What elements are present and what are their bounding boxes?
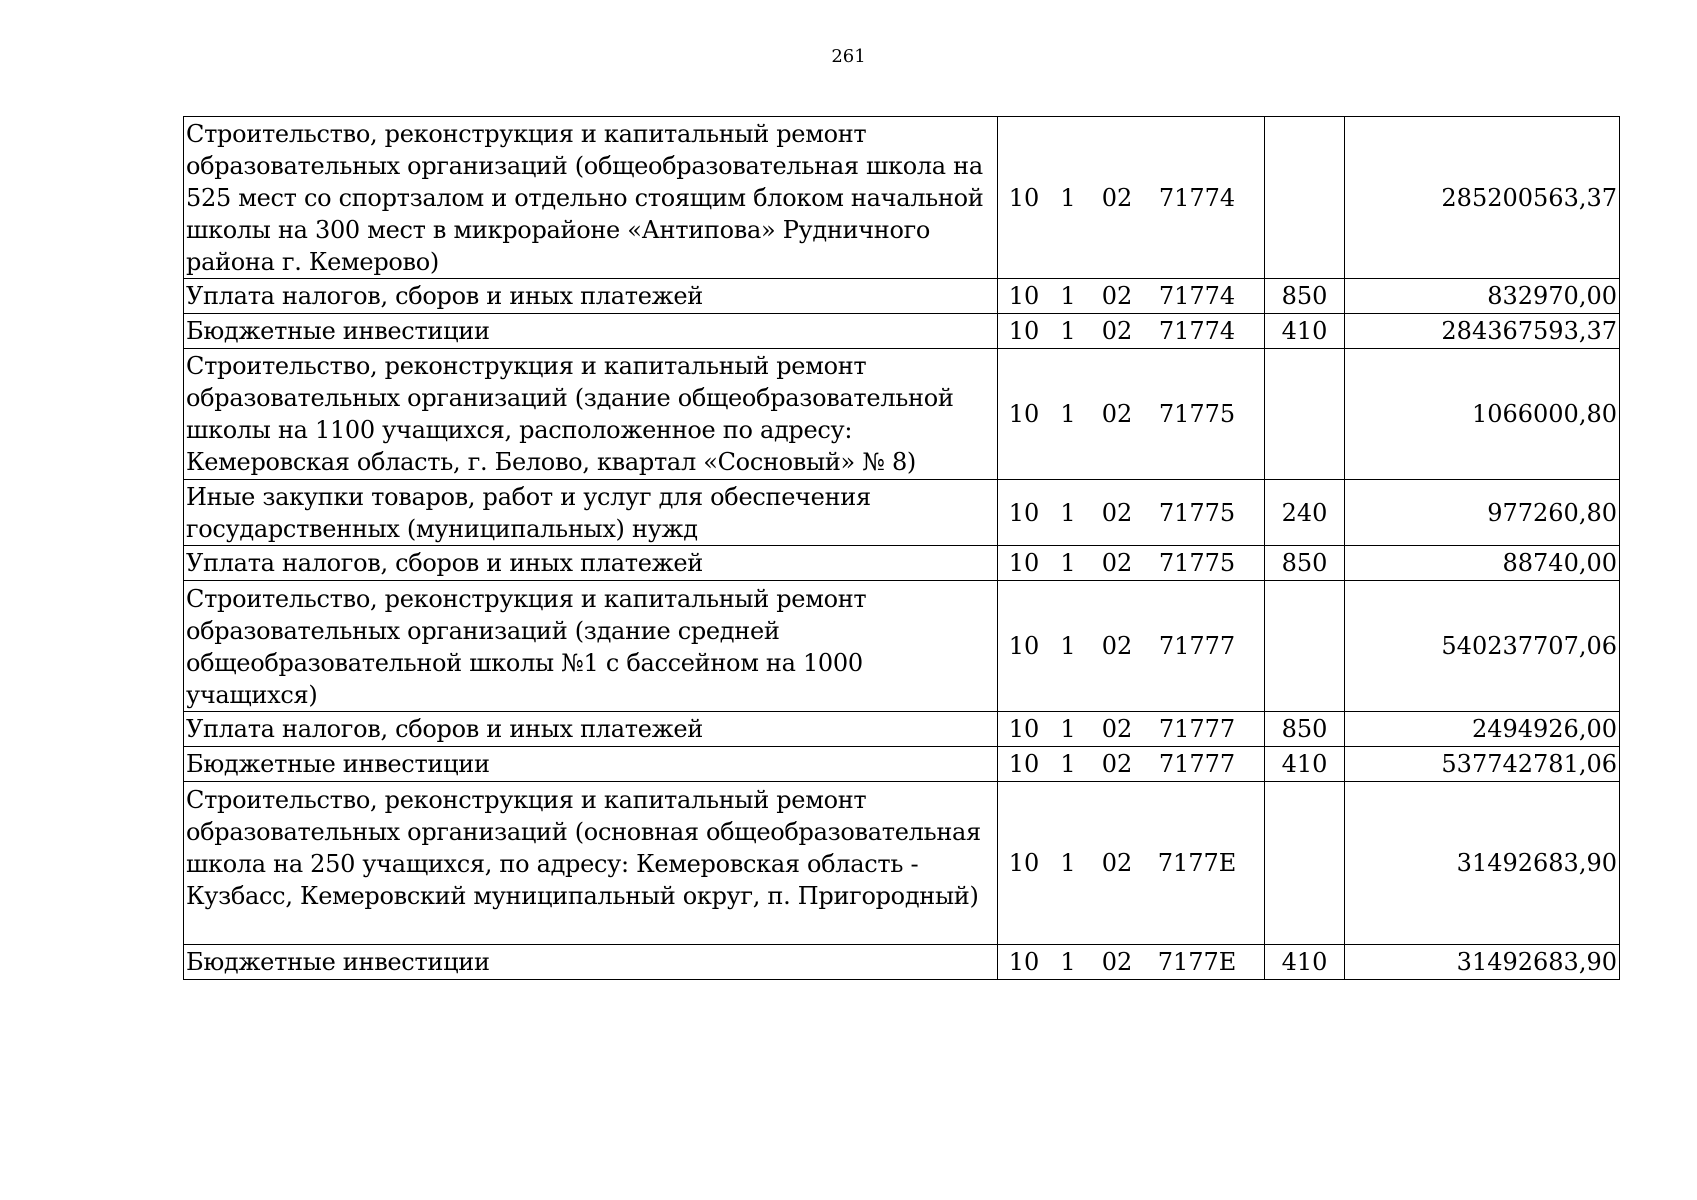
- code-program: 1: [1060, 632, 1076, 660]
- code-program: 1: [1060, 849, 1076, 877]
- code-section: 10: [1008, 849, 1040, 877]
- code-section: 10: [1008, 498, 1040, 527]
- table-row: [184, 117, 1620, 279]
- row-expense-type: [1265, 349, 1345, 480]
- row-name: Уплата налогов, сборов и иных платежей: [184, 279, 998, 314]
- code-program: 1: [1060, 282, 1076, 310]
- table-row: [184, 279, 1620, 314]
- page-number: 261: [831, 46, 866, 67]
- budget-table: [183, 116, 1620, 980]
- row-amount: 284367593,37: [1345, 314, 1620, 349]
- table-row: [184, 747, 1620, 782]
- code-program: 1: [1060, 317, 1076, 345]
- code-program: 1: [1060, 498, 1076, 527]
- row-codes: [998, 349, 1265, 480]
- table-row: [184, 349, 1620, 480]
- row-expense-type: 410: [1265, 747, 1345, 782]
- code-subprogram: 02: [1101, 849, 1133, 877]
- code-direction: 7177Е: [1157, 849, 1237, 877]
- code-section: 10: [1008, 632, 1040, 660]
- row-codes: [998, 747, 1265, 782]
- row-amount: 31492683,90: [1345, 945, 1620, 980]
- code-subprogram: 02: [1101, 400, 1133, 428]
- row-expense-type: 850: [1265, 712, 1345, 747]
- table-row: [184, 314, 1620, 349]
- code-subprogram: 02: [1101, 498, 1133, 527]
- row-name: Иные закупки товаров, работ и услуг для обеспечения государственных (муниципальных) нужд: [184, 480, 998, 546]
- code-program: 1: [1060, 183, 1076, 212]
- row-codes: [998, 314, 1265, 349]
- row-expense-type: 850: [1265, 546, 1345, 581]
- row-name: Бюджетные инвестиции: [184, 945, 998, 980]
- row-name: Бюджетные инвестиции: [184, 314, 998, 349]
- table-row: [184, 581, 1620, 712]
- row-expense-type: 850: [1265, 279, 1345, 314]
- code-direction: 71777: [1158, 715, 1236, 743]
- code-program: 1: [1060, 400, 1076, 428]
- code-subprogram: 02: [1101, 750, 1133, 778]
- row-name: Строительство, реконструкция и капитальный ремонт образовательных организаций (общеобразовательная школа на 525 мест со спортзалом и отдельно стоящим блоком начальной школы на 300 мест в микрорайоне «Антипова» Рудничного района г. Кемерово): [184, 117, 998, 279]
- code-subprogram: 02: [1101, 715, 1133, 743]
- code-direction: 7177Е: [1157, 948, 1237, 976]
- row-name: Строительство, реконструкция и капитальный ремонт образовательных организаций (здание общеобразовательной школы на 1100 учащихся, расположенное по адресу: Кемеровская область, г. Белово, квартал «Сосновый» № 8): [184, 349, 998, 480]
- row-amount: 540237707,06: [1345, 581, 1620, 712]
- row-expense-type: [1265, 782, 1345, 945]
- row-amount: 832970,00: [1345, 279, 1620, 314]
- row-amount: 1066000,80: [1345, 349, 1620, 480]
- code-direction: 71775: [1158, 498, 1236, 527]
- code-subprogram: 02: [1101, 317, 1133, 345]
- row-codes: [998, 480, 1265, 546]
- code-section: 10: [1008, 750, 1040, 778]
- row-amount: 31492683,90: [1345, 782, 1620, 945]
- row-expense-type: 410: [1265, 314, 1345, 349]
- row-name: Строительство, реконструкция и капитальный ремонт образовательных организаций (здание средней общеобразовательной школы №1 с бассейном на 1000 учащихся): [184, 581, 998, 712]
- code-subprogram: 02: [1101, 948, 1133, 976]
- code-direction: 71774: [1158, 282, 1236, 310]
- row-expense-type: 240: [1265, 480, 1345, 546]
- row-name: Строительство, реконструкция и капитальный ремонт образовательных организаций (основная общеобразовательная школа на 250 учащихся, по адресу: Кемеровская область - Кузбасс, Кемеровский муниципальный округ, п. Пригородный): [184, 782, 998, 945]
- row-codes: [998, 581, 1265, 712]
- row-codes: [998, 279, 1265, 314]
- code-direction: 71777: [1158, 750, 1236, 778]
- table-row: [184, 546, 1620, 581]
- row-codes: [998, 945, 1265, 980]
- row-name: Уплата налогов, сборов и иных платежей: [184, 712, 998, 747]
- code-direction: 71774: [1158, 183, 1236, 212]
- code-subprogram: 02: [1101, 183, 1133, 212]
- code-section: 10: [1008, 282, 1040, 310]
- row-expense-type: [1265, 117, 1345, 279]
- row-codes: [998, 117, 1265, 279]
- row-amount: 88740,00: [1345, 546, 1620, 581]
- row-amount: 2494926,00: [1345, 712, 1620, 747]
- row-codes: [998, 782, 1265, 945]
- code-program: 1: [1060, 948, 1076, 976]
- row-expense-type: [1265, 581, 1345, 712]
- code-section: 10: [1008, 183, 1040, 212]
- row-name: Уплата налогов, сборов и иных платежей: [184, 546, 998, 581]
- code-direction: 71774: [1158, 317, 1236, 345]
- row-codes: [998, 712, 1265, 747]
- table-row: [184, 782, 1620, 945]
- row-amount: 285200563,37: [1345, 117, 1620, 279]
- table-row: [184, 945, 1620, 980]
- code-direction: 71775: [1158, 549, 1236, 577]
- code-section: 10: [1008, 715, 1040, 743]
- code-section: 10: [1008, 400, 1040, 428]
- table-row: [184, 712, 1620, 747]
- code-program: 1: [1060, 715, 1076, 743]
- code-section: 10: [1008, 317, 1040, 345]
- row-amount: 977260,80: [1345, 480, 1620, 546]
- code-direction: 71777: [1158, 632, 1236, 660]
- code-section: 10: [1008, 549, 1040, 577]
- row-amount: 537742781,06: [1345, 747, 1620, 782]
- table-row: [184, 480, 1620, 546]
- code-subprogram: 02: [1101, 282, 1133, 310]
- code-program: 1: [1060, 549, 1076, 577]
- code-section: 10: [1008, 948, 1040, 976]
- code-program: 1: [1060, 750, 1076, 778]
- code-subprogram: 02: [1101, 632, 1133, 660]
- row-expense-type: 410: [1265, 945, 1345, 980]
- row-name: Бюджетные инвестиции: [184, 747, 998, 782]
- code-direction: 71775: [1158, 400, 1236, 428]
- code-subprogram: 02: [1101, 549, 1133, 577]
- row-codes: [998, 546, 1265, 581]
